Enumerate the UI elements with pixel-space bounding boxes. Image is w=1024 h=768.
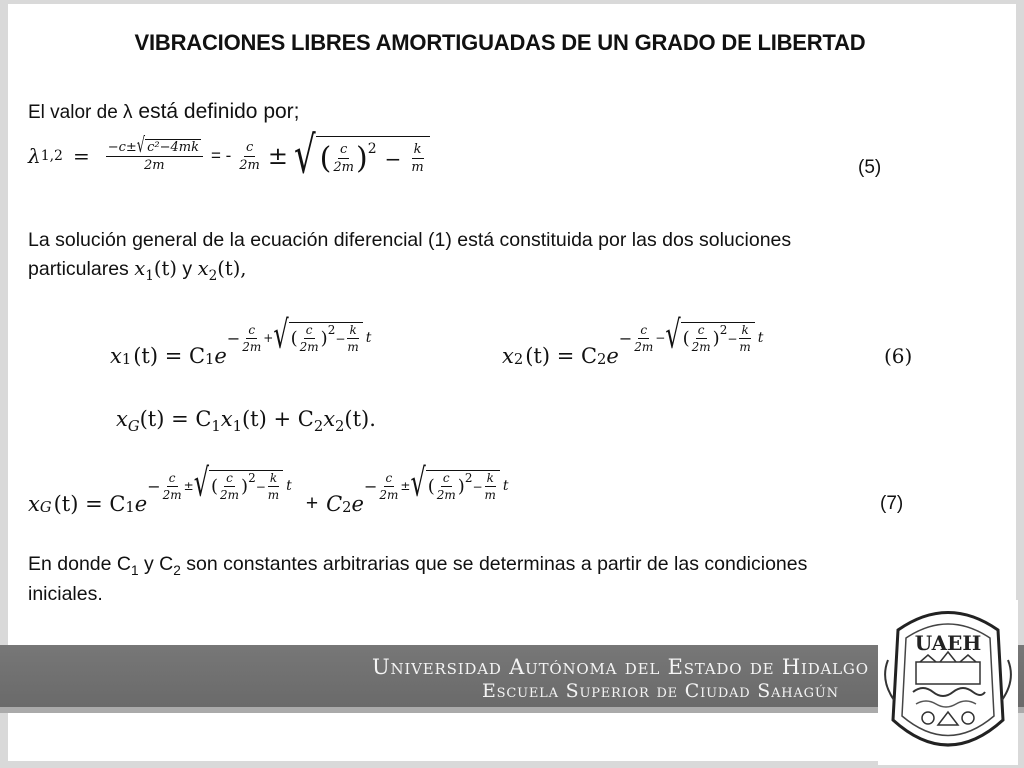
closing-c1-sub: 1 [131, 562, 139, 578]
xg-x2: x [323, 407, 336, 431]
exponent-x1: − $\frac{c}{2m}$ + √ ( $\frac{c}{2m}$ ) 2 − $\frac{k}{m}$ t [226, 312, 372, 358]
university-name: Universidad Autónoma del Estado de Hidalgo [372, 655, 869, 679]
eq7-exp2-inner-c: c [442, 471, 450, 485]
xg-c2-sub: 2 [313, 418, 324, 436]
equals-minus: = - [210, 146, 232, 165]
exp-base-e-2: e [606, 344, 619, 368]
exp-base-e: e [214, 344, 227, 368]
uaeh-logo [878, 600, 1018, 765]
general-solution-line [116, 407, 376, 435]
eq7-exp2-k: k [486, 471, 494, 485]
eq7-exp2-inner-2m: 2m [436, 488, 456, 502]
eq7-exp2-m: m [484, 488, 496, 502]
exp-k: k [349, 323, 357, 337]
eq7-exp1-k: k [269, 471, 278, 485]
exp2-k: k [741, 323, 749, 337]
closing-line-1 [28, 553, 807, 578]
particulares-text: particulares [28, 258, 129, 280]
x2-lhs-subscript: 2 [513, 351, 524, 368]
school-name: Escuela Superior de Ciudad Sahagún [482, 680, 839, 702]
closing-text-a: En donde C [28, 553, 131, 575]
xg-equals-c: (t) = C [139, 407, 212, 431]
square-exponent: 2 [367, 141, 377, 157]
eq7-exp1-2m: 2m [162, 487, 182, 502]
eq7-plus: + [305, 492, 319, 515]
eq7-e2: e [351, 492, 364, 516]
equation-5 [28, 126, 430, 186]
exp-m: m [347, 340, 359, 354]
x2-equals-c: (t) = C [525, 344, 598, 368]
k-numerator: k [413, 142, 422, 157]
exp2-minus-op: − [655, 331, 666, 345]
exponent-x2: − $\frac{c}{2m}$ − √ ( $\frac{c}{2m}$ ) 2 − $\frac{k}{m}$ t [618, 312, 764, 358]
eq7-exp2-inner-minus: − [472, 479, 483, 494]
exp2-t: t [757, 330, 764, 346]
minus-sign: − [384, 146, 402, 171]
exp2-square: 2 [719, 323, 728, 337]
lambda-symbol: λ [28, 144, 41, 168]
exp2-2m: 2m [634, 339, 654, 354]
inner-2m: 2m [333, 160, 354, 175]
eq7-exp1-minus: − [147, 476, 161, 496]
equation-5-label: (5) [858, 157, 882, 178]
exp-t: t [365, 330, 372, 346]
eq7-exp1-c: c [168, 470, 176, 485]
eq7-exp1-inner-minus: − [255, 479, 266, 494]
eq7-c1-sub: 1 [125, 499, 135, 516]
closing-text-b: y C [144, 553, 174, 575]
x2-arg: (t), [217, 257, 247, 280]
x2-lhs: x [502, 344, 514, 368]
eq7-exp2-t: t [502, 478, 509, 494]
eq7-exponent-1: − $\frac{c}{2m}$ ± √ ( $\frac{c}{2m}$ ) 2 − $\frac{k}{m}$ t [147, 460, 292, 506]
x2-symbol: x [197, 257, 209, 280]
x1-symbol: x [134, 257, 146, 280]
exp2-inner-minus: − [727, 331, 738, 346]
eq7-e1: e [134, 492, 148, 516]
lambda-subscript: 1,2 [40, 148, 63, 164]
eq7-exp2-square: 2 [464, 471, 473, 485]
c1-subscript: 1 [205, 351, 215, 368]
c-numerator: c [245, 139, 254, 155]
exp-inner-2m: 2m [299, 340, 319, 354]
exp-plus: + [263, 331, 274, 345]
exp2-inner-c: c [697, 323, 705, 337]
equation-7 [28, 460, 509, 516]
eq7-exp2-c: c [385, 470, 393, 485]
x1-lhs: x [110, 344, 122, 368]
exp-c: c [248, 322, 256, 337]
x1-subscript: 1 [145, 267, 154, 284]
exp-inner-c: c [305, 323, 313, 337]
x2-subscript: 2 [208, 267, 218, 284]
intro-line [28, 100, 300, 124]
numerator-prefix: −c± [107, 139, 137, 155]
exp2-minus: − [618, 328, 633, 348]
exp2-m: m [739, 340, 751, 354]
xg-x1-sub: 1 [232, 418, 242, 436]
xg-x1: x [220, 407, 233, 431]
eq7-equals-c: (t) = C [53, 492, 126, 516]
xg-c1-sub: 1 [211, 418, 221, 436]
intro-text-a: El valor de λ [28, 102, 133, 123]
footer-stripe [0, 707, 1024, 713]
fraction-c-2m [239, 140, 260, 173]
inner-fraction-c-2m [333, 142, 354, 175]
xg-x: x [116, 407, 128, 431]
exp2-inner-2m: 2m [691, 340, 711, 354]
slide-title: VIBRACIONES LIBRES AMORTIGUADAS DE UN GRADO DE LIBERTAD [134, 30, 866, 55]
xg-plus-c: (t) + C [241, 407, 314, 431]
closing-line-2: iniciales. [28, 583, 103, 605]
inner-c: c [340, 142, 348, 157]
eq7-c2: C [326, 492, 343, 516]
exp2-c: c [640, 322, 648, 337]
2m-denominator: 2m [239, 157, 260, 173]
equals-sign: = [72, 144, 90, 168]
c2-subscript: 2 [597, 351, 607, 368]
x1-equals-c: (t) = C [133, 344, 206, 368]
paragraph-line-1: La solución general de la ecuación diferencial (1) está constituida por las dos soluciones [28, 229, 792, 251]
eq7-exponent-2: − $\frac{c}{2m}$ ± √ ( $\frac{c}{2m}$ ) 2 − $\frac{k}{m}$ t [363, 460, 509, 506]
equation-7-label: (7) [880, 493, 904, 514]
plus-minus-sign: ± [267, 142, 288, 170]
exp-square: 2 [327, 323, 336, 337]
square-root: √ ( $\frac{c}{2m}$ ) 2 − $\frac{k}{m}$ [294, 136, 430, 176]
eq7-c2-sub: 2 [342, 499, 352, 516]
equation-x2 [502, 312, 764, 368]
y-conjunction: y [182, 258, 193, 280]
closing-c2-sub: 2 [173, 562, 181, 578]
xg-x2-sub: 2 [335, 418, 345, 436]
xg-subscript: G [127, 418, 140, 436]
eq7-exp2-pm: ± [400, 479, 411, 493]
eq7-exp1-pm: ± [183, 479, 194, 493]
xg-end: (t). [344, 407, 376, 431]
paragraph-line-2 [28, 257, 247, 284]
equation-x1 [110, 312, 372, 368]
x1-arg: (t) [153, 257, 177, 280]
exp-inner-minus: − [335, 331, 346, 346]
eq7-exp2-2m: 2m [379, 487, 399, 502]
discriminant: c²−4mk [147, 140, 199, 155]
eq7-exp1-inner-2m: 2m [220, 488, 240, 502]
fraction-quadratic: −c± √ c²−4mk 2m [106, 139, 203, 173]
eq7-x: x [28, 492, 40, 516]
fraction-k-m [411, 142, 423, 175]
exp-2m: 2m [242, 339, 262, 354]
logo-text: UAEH [914, 631, 982, 655]
eq7-exp1-m: m [267, 488, 280, 502]
eq7-exp2-minus: − [363, 476, 378, 496]
m-denominator: m [411, 160, 424, 175]
closing-text-c: son constantes arbitrarias que se determinas a partir de las condiciones [186, 553, 808, 575]
exp-minus: − [226, 328, 241, 348]
eq7-exp1-square: 2 [248, 471, 256, 485]
eq7-exp1-inner-c: c [226, 471, 233, 485]
x1-lhs-subscript: 1 [121, 351, 132, 368]
denominator-2m: 2m [144, 158, 165, 173]
eq7-g: G [39, 499, 52, 516]
eq7-exp1-t: t [286, 478, 292, 494]
equation-6-label: (6) [884, 344, 913, 368]
intro-text-b: está definido por; [138, 100, 300, 123]
